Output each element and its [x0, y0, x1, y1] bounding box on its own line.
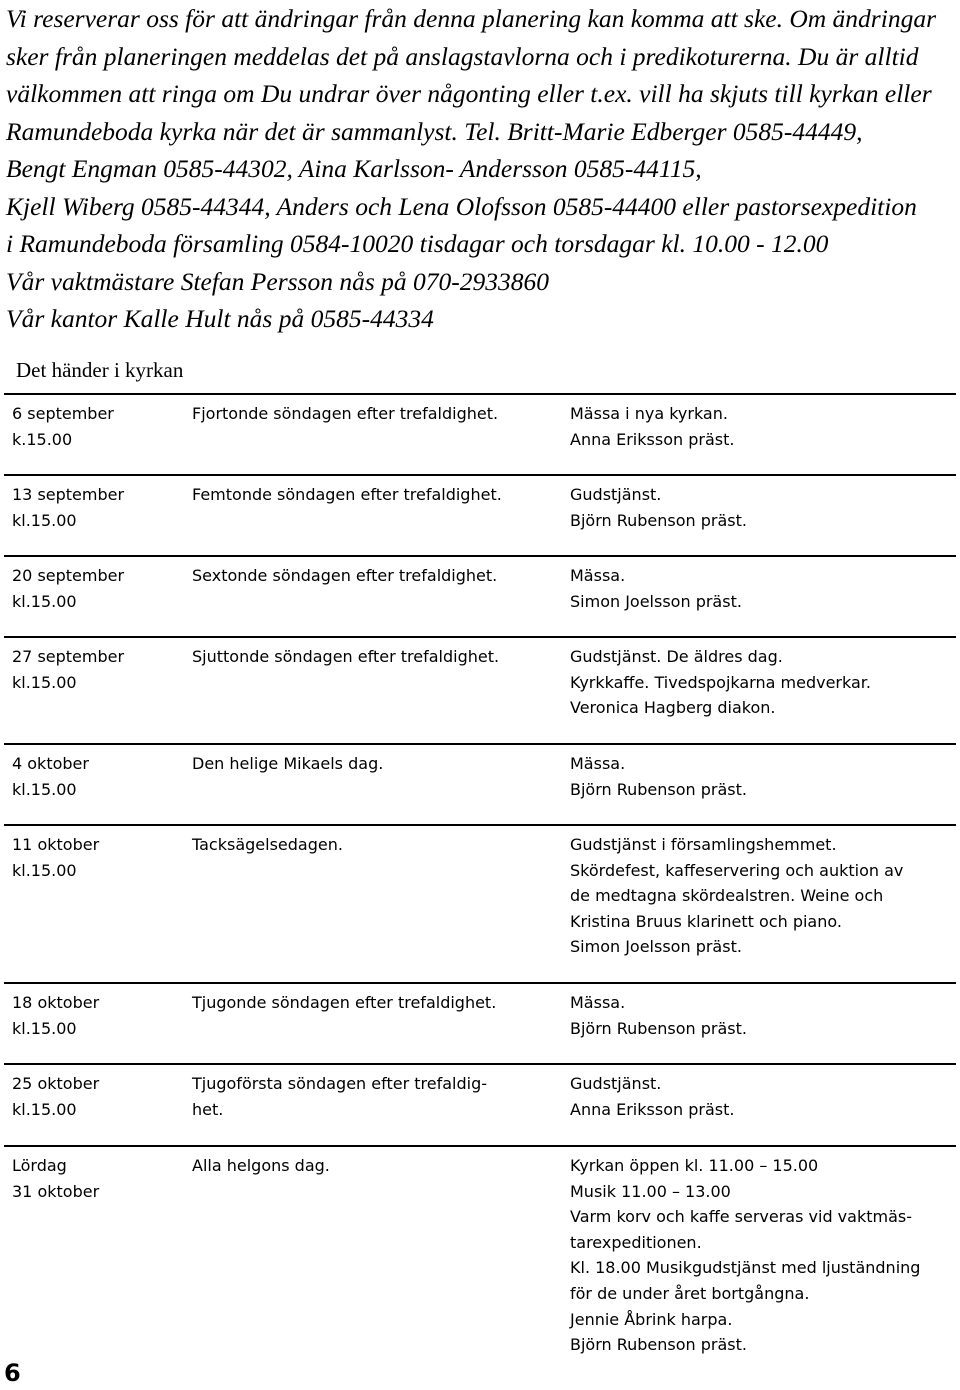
table-row [4, 1063, 956, 1145]
table-row [4, 1145, 956, 1365]
occasion-cell: Tjugonde söndagen efter trefaldighet. [192, 993, 497, 1012]
details-cell: Kyrkan öppen kl. 11.00 – 15.00 Musik 11.00 – 13.00 Varm korv och kaffe serveras vid vaktmäs- tarexpeditionen. Kl. 18.00 Musikgudstjänst med ljuständning för de under året bortgångna. Jennie Åbrink harpa. Björn Rubenson präst. [570, 1156, 921, 1355]
table-row [4, 743, 956, 824]
intro-line: välkommen att ringa om Du undrar över någonting eller t.ex. vill ha skjuts till kyrkan eller [6, 79, 932, 108]
occasion-cell: Fjortonde söndagen efter trefaldighet. [192, 404, 499, 423]
date-cell: 18 oktober kl.15.00 [12, 993, 100, 1038]
details-cell: Gudstjänst. De äldres dag. Kyrkkaffe. Tivedspojkarna medverkar. Veronica Hagberg diakon. [570, 647, 871, 718]
table-row [4, 824, 956, 982]
date-cell: 20 september kl.15.00 [12, 566, 125, 611]
intro-line: Kjell Wiberg 0585-44344, Anders och Lena Olofsson 0585-44400 eller pastorsexpedition [6, 191, 917, 221]
table-row [4, 393, 956, 474]
details-cell: Gudstjänst. Anna Eriksson präst. [570, 1074, 735, 1119]
intro-line: Vår kantor Kalle Hult nås på 0585-44334 [6, 304, 434, 333]
intro-line: Ramundeboda kyrka när det är sammanlyst. Tel. Britt-Marie Edberger 0585-44449, [6, 116, 863, 146]
details-cell: Mässa i nya kyrkan. Anna Eriksson präst. [570, 404, 735, 449]
details-cell: Mässa. Simon Joelsson präst. [570, 566, 742, 611]
date-cell: 6 september k.15.00 [12, 404, 114, 449]
date-cell: Lördag 31 oktober [12, 1156, 100, 1201]
date-cell: 11 oktober kl.15.00 [12, 835, 100, 880]
details-cell: Gudstjänst i församlingshemmet. Skördefest, kaffeservering och auktion av de medtagna skördealstren. Weine och Kristina Bruus klarinett och piano. Simon Joelsson präst. [570, 835, 904, 957]
section-heading: Det händer i kyrkan [16, 358, 184, 382]
occasion-cell: Tjugoförsta söndagen efter trefaldig- het. [192, 1074, 487, 1119]
occasion-cell: Sjuttonde söndagen efter trefaldighet. [192, 647, 500, 666]
intro-text [6, 0, 956, 338]
page-number: 6 [4, 1359, 21, 1387]
occasion-cell: Alla helgons dag. [192, 1156, 330, 1175]
intro-line: Vi reserverar oss för att ändringar från denna planering kan komma att ske. Om ändringar [6, 4, 936, 33]
table-row [4, 636, 956, 743]
intro-line: i Ramundeboda församling 0584-10020 tisdagar och torsdagar kl. 10.00 - 12.00 [6, 229, 829, 258]
table-row [4, 474, 956, 555]
date-cell: 4 oktober kl.15.00 [12, 754, 89, 799]
occasion-cell: Tacksägelsedagen. [192, 835, 343, 854]
date-cell: 27 september kl.15.00 [12, 647, 125, 692]
details-cell: Mässa. Björn Rubenson präst. [570, 754, 747, 799]
date-cell: 25 oktober kl.15.00 [12, 1074, 100, 1119]
intro-line: sker från planeringen meddelas det på anslagstavlorna och i predikoturerna. Du är alltid [6, 41, 919, 71]
table-row [4, 555, 956, 636]
occasion-cell: Sextonde söndagen efter trefaldighet. [192, 566, 498, 585]
occasion-cell: Femtonde söndagen efter trefaldighet. [192, 485, 502, 504]
details-cell: Mässa. Björn Rubenson präst. [570, 993, 747, 1038]
details-cell: Gudstjänst. Björn Rubenson präst. [570, 485, 747, 530]
schedule-table [4, 393, 956, 1365]
table-row [4, 982, 956, 1063]
intro-line: Vår vaktmästare Stefan Persson nås på 070-2933860 [6, 266, 550, 296]
occasion-cell: Den helige Mikaels dag. [192, 754, 384, 773]
date-cell: 13 september kl.15.00 [12, 485, 125, 530]
intro-line: Bengt Engman 0585-44302, Aina Karlsson- Andersson 0585-44115, [6, 154, 702, 183]
